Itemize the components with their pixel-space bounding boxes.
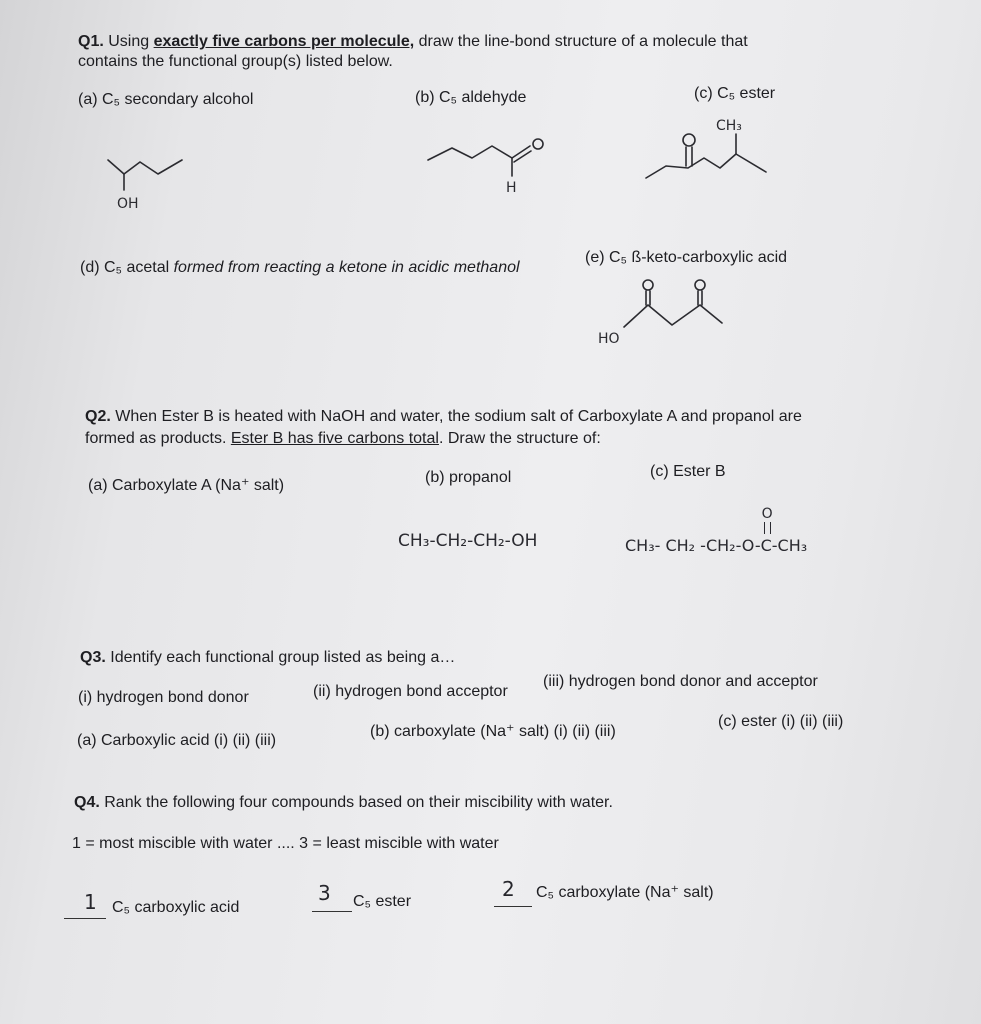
q1-prompt-line2: contains the functional group(s) listed below. <box>78 53 393 70</box>
q1-c-structure <box>640 110 780 190</box>
q3-prompt-text: Identify each functional group listed as being a… <box>105 649 456 666</box>
carbonyl-oxygen <box>683 134 695 146</box>
q4-rank-2-label: C₅ ester <box>353 893 412 910</box>
q3-c-line: (c) ester (i) (ii) (iii) <box>718 713 844 730</box>
q1-prompt-rest: draw the line-bond structure of a molecule that <box>414 33 748 50</box>
q3-a-line: (a) Carboxylic acid (i) (ii) (iii) <box>77 732 277 749</box>
q3-number: Q3. <box>80 649 106 666</box>
q3-prompt <box>80 648 455 667</box>
q2-b-answer: CH₃-CH₂-CH₂-OH <box>398 531 538 551</box>
q3-option-iii: (iii) hydrogen bond donor and acceptor <box>543 673 818 690</box>
acid-carbonyl-oxygen <box>643 280 653 290</box>
q1-b-structure <box>420 132 560 202</box>
q1-a-label: (a) C₅ secondary alcohol <box>78 91 254 108</box>
q1-c-label: (c) C₅ ester <box>694 85 776 102</box>
q4-prompt <box>74 793 613 812</box>
q4-rank-3-label: C₅ carboxylate (Na⁺ salt) <box>536 884 714 901</box>
q1-number: Q1. <box>78 33 104 50</box>
carbon-chain <box>428 146 512 160</box>
q4-number: Q4. <box>74 794 100 811</box>
q2-c-answer <box>625 506 808 555</box>
hydroxyl-label: OH <box>117 196 139 212</box>
q2-prompt-line2 <box>85 429 601 448</box>
q4-scale: 1 = most miscible with water .... 3 = least miscible with water <box>72 835 499 852</box>
hydroxyl-label: HO <box>598 331 620 347</box>
q1-d-label-prefix: (d) C₅ acetal <box>80 259 174 276</box>
keto-oxygen <box>695 280 705 290</box>
q2-c-answer-right: -CH₃ <box>771 536 808 555</box>
q1-prompt-emphasis: exactly five carbons per molecule, <box>153 33 415 50</box>
q2-carbonyl-double-bond <box>764 522 771 534</box>
q4-rank-2-blank <box>312 911 352 912</box>
q4-rank-1-label: C₅ carboxylic acid <box>112 899 240 916</box>
q1-d-label <box>80 258 520 277</box>
q3-b-line: (b) carboxylate (Na⁺ salt) (i) (ii) (iii) <box>370 723 616 740</box>
q2-c-label: (c) Ester B <box>650 463 726 480</box>
q1-a-structure <box>100 150 220 220</box>
q2-carbonyl-carbon: C <box>760 536 772 555</box>
q4-prompt-text: Rank the following four compounds based on their miscibility with water. <box>99 794 613 811</box>
q1-e-label: (e) C₅ ß-keto-carboxylic acid <box>585 249 788 266</box>
q1-prompt-lead: Using <box>108 33 154 50</box>
q2-prompt-line1: When Ester B is heated with NaOH and water, the sodium salt of Carboxylate A and propanol are <box>110 408 802 425</box>
carbon-chain <box>624 305 722 327</box>
q2-prompt <box>85 407 802 426</box>
q3-option-ii: (ii) hydrogen bond acceptor <box>313 683 508 700</box>
oxygen-atom <box>533 139 543 149</box>
q1-d-label-italic: formed from reacting a ketone in acidic methanol <box>173 259 520 276</box>
q2-number: Q2. <box>85 408 111 425</box>
carbonyl-bond <box>512 146 530 158</box>
q2-b-label: (b) propanol <box>425 469 512 486</box>
carbonyl-double-bond <box>514 151 531 162</box>
methyl-label: CH₃ <box>716 118 742 134</box>
q4-rank-1-blank <box>64 918 106 919</box>
q2-prompt-underlined: Ester B has five carbons total <box>230 430 439 447</box>
q1-b-label: (b) C₅ aldehyde <box>415 89 527 106</box>
q4-rank-3-answer: 2 <box>502 877 515 901</box>
q1-prompt <box>78 32 748 51</box>
q4-rank-3-blank <box>494 906 532 907</box>
ester-chain <box>646 154 766 178</box>
q1-e-structure <box>596 275 736 350</box>
carbon-chain <box>108 160 182 174</box>
q2-a-label: (a) Carboxylate A (Na⁺ salt) <box>88 477 285 494</box>
q3-option-i: (i) hydrogen bond donor <box>78 689 249 706</box>
q4-rank-2-answer: 3 <box>318 881 331 905</box>
q2-carbonyl-group <box>760 506 773 555</box>
q2-prompt-line2-lead: formed as products. <box>85 430 231 447</box>
q4-rank-1-answer: 1 <box>84 890 97 914</box>
q2-prompt-line2-rest: . Draw the structure of: <box>438 430 601 447</box>
aldehyde-h-label: H <box>506 180 517 196</box>
q2-carbonyl-oxygen: O <box>761 506 773 522</box>
q2-c-answer-left: CH₃- CH₂ -CH₂-O- <box>625 536 761 555</box>
